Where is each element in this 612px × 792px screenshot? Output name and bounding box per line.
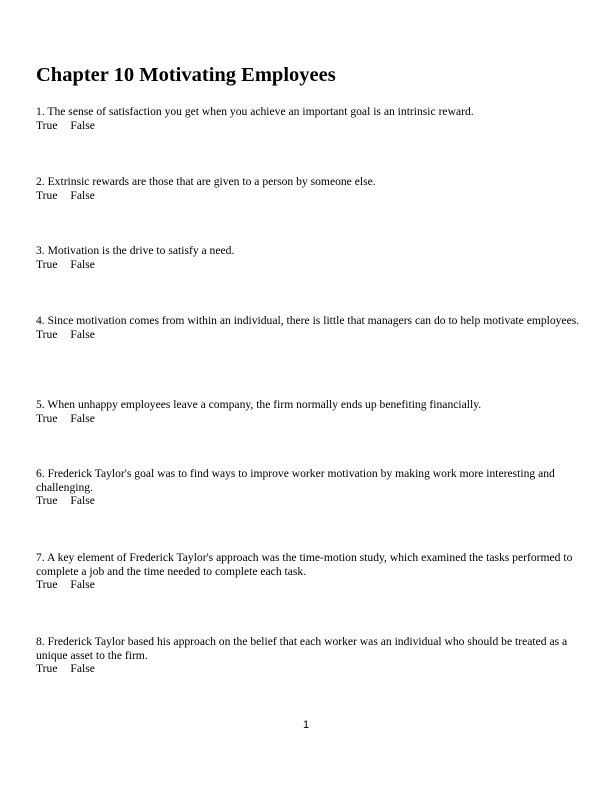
option-true: True xyxy=(36,327,58,341)
question-5 xyxy=(36,398,581,425)
question-8 xyxy=(36,635,581,676)
question-2 xyxy=(36,175,581,202)
option-true: True xyxy=(36,118,58,132)
option-false: False xyxy=(70,494,95,507)
answer-options xyxy=(36,578,581,592)
question-3 xyxy=(36,244,581,271)
page-number: 1 xyxy=(302,719,310,731)
option-true: True xyxy=(36,494,58,507)
answer-options xyxy=(36,328,581,342)
question-text: 6. Frederick Taylor's goal was to find ways to improve worker motivation by making work more interesting and challenging. xyxy=(36,467,555,494)
answer-options xyxy=(36,412,581,426)
question-text: 8. Frederick Taylor based his approach on the belief that each worker was an individual who should be treated as a unique asset to the firm. xyxy=(36,635,568,662)
option-false: False xyxy=(70,411,95,425)
option-true: True xyxy=(36,188,58,202)
question-text: 3. Motivation is the drive to satisfy a need. xyxy=(36,244,235,257)
question-text: 1. The sense of satisfaction you get when you achieve an important goal is an intrinsic reward. xyxy=(36,105,474,118)
question-1 xyxy=(36,105,581,132)
option-true: True xyxy=(36,411,58,425)
answer-options xyxy=(36,662,581,676)
question-4 xyxy=(36,314,581,341)
answer-options xyxy=(36,189,581,203)
option-false: False xyxy=(70,578,95,591)
question-text: 7. A key element of Frederick Taylor's approach was the time-motion study, which examined the tasks performed to complete a job and the time needed to complete each task. xyxy=(36,551,573,578)
option-true: True xyxy=(36,257,58,271)
answer-options xyxy=(36,119,581,133)
option-false: False xyxy=(70,327,95,341)
answer-options xyxy=(36,494,581,508)
option-false: False xyxy=(70,188,95,202)
question-text: 5. When unhappy employees leave a company, the firm normally ends up benefiting financially. xyxy=(36,398,482,411)
question-7 xyxy=(36,551,581,592)
option-false: False xyxy=(70,257,95,271)
option-true: True xyxy=(36,578,58,591)
question-text: 2. Extrinsic rewards are those that are given to a person by someone else. xyxy=(36,175,376,188)
answer-options xyxy=(36,258,581,272)
option-false: False xyxy=(70,662,95,675)
question-text: 4. Since motivation comes from within an individual, there is little that managers can do to help motivate employees. xyxy=(36,314,580,327)
question-6 xyxy=(36,467,581,508)
option-true: True xyxy=(36,662,58,675)
option-false: False xyxy=(70,118,95,132)
page-title: Chapter 10 Motivating Employees xyxy=(36,64,336,86)
